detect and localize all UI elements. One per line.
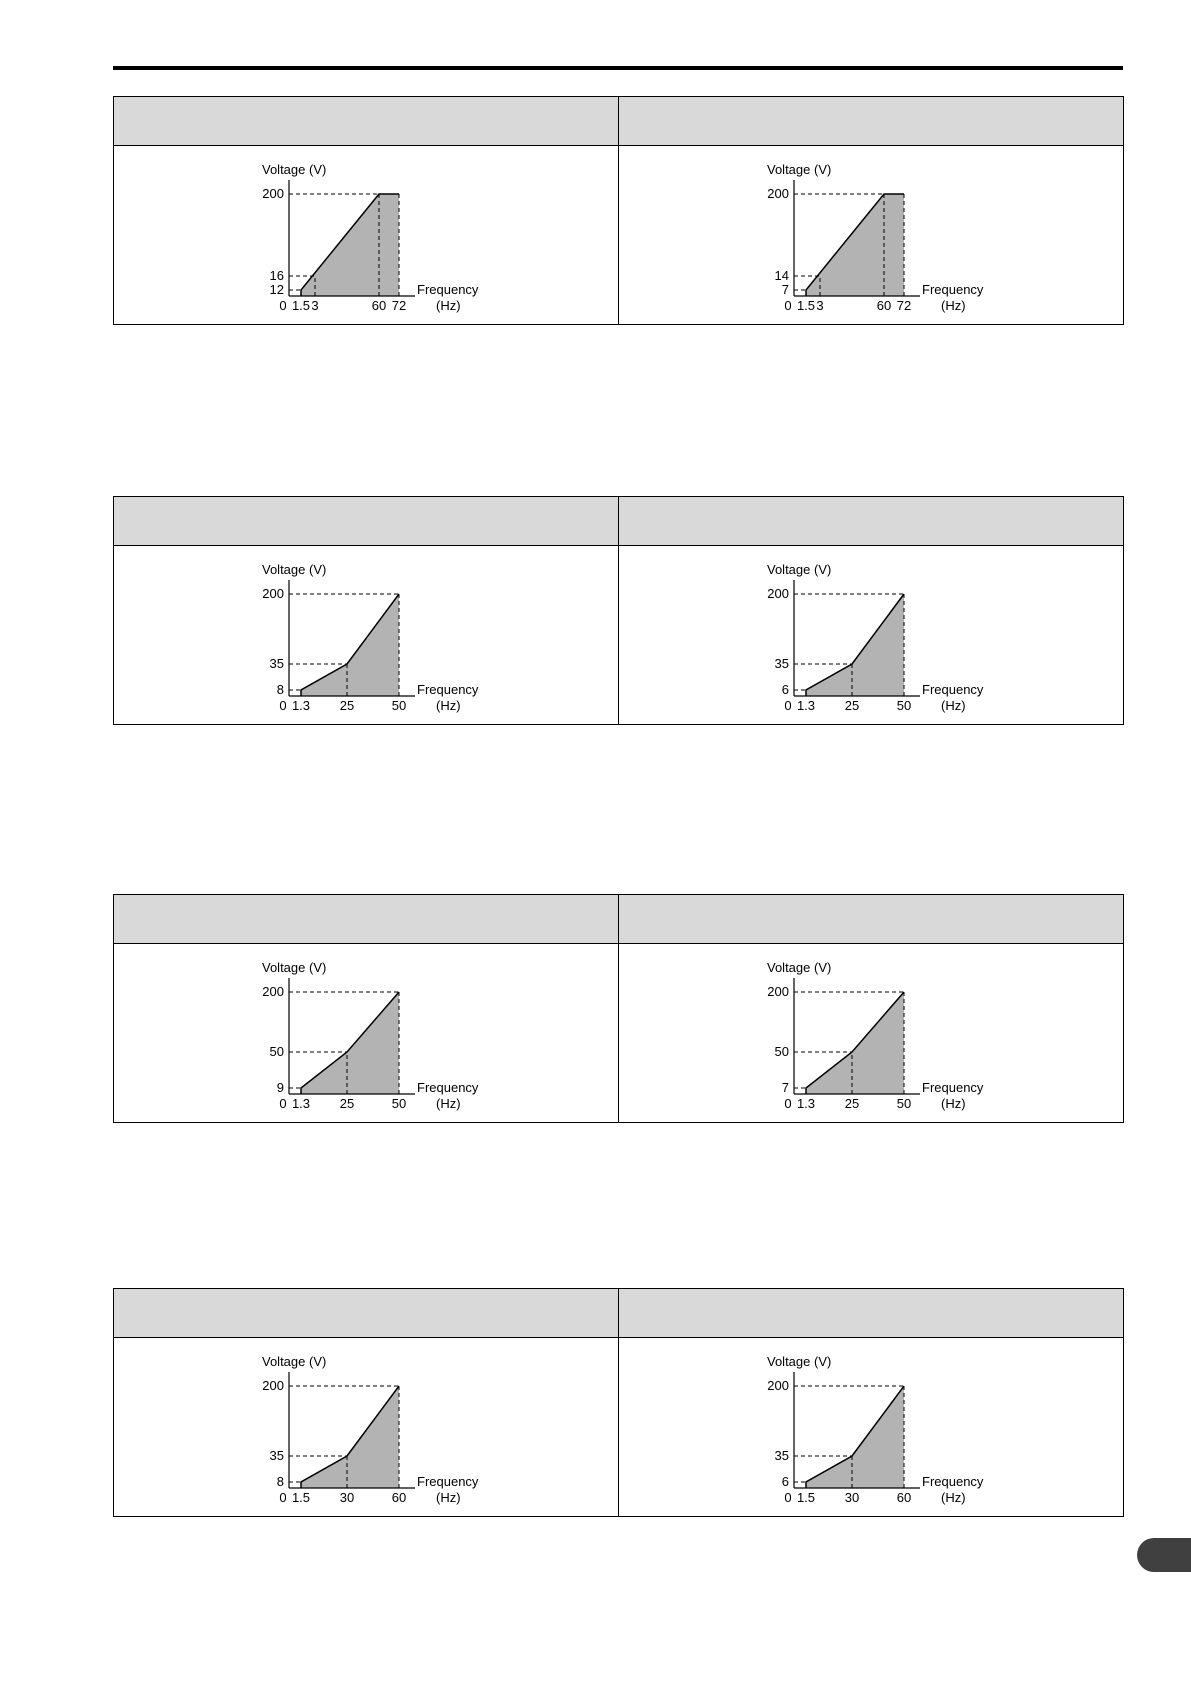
x-tick-label: 0 (279, 298, 287, 313)
vf-area (301, 1386, 399, 1488)
x-axis-unit: (Hz) (436, 1490, 461, 1505)
y-tick-label: 9 (276, 1080, 284, 1095)
vf-pattern-table-1 (113, 96, 1124, 325)
chart-cell (619, 146, 1124, 325)
y-tick-label: 16 (269, 268, 284, 283)
y-tick-label: 200 (767, 186, 789, 201)
x-axis-unit: (Hz) (941, 1490, 966, 1505)
x-tick-label: 1.3 (291, 1096, 311, 1111)
y-tick-label: 200 (262, 1378, 284, 1393)
x-tick-label: 50 (896, 1096, 912, 1111)
x-tick-label: 0 (279, 698, 287, 713)
x-tick-label: 50 (391, 1096, 407, 1111)
x-axis-label: Frequency (417, 282, 479, 297)
y-tick-label: 35 (774, 656, 789, 671)
table-header-cell (114, 497, 619, 546)
vf-chart-7 (114, 1338, 618, 1516)
vf-chart-4 (619, 546, 1123, 724)
x-axis-unit: (Hz) (941, 698, 966, 713)
x-axis-unit: (Hz) (941, 298, 966, 313)
y-tick-label: 200 (767, 586, 789, 601)
x-tick-label: 1.3 (291, 698, 311, 713)
x-axis-unit: (Hz) (436, 1096, 461, 1111)
y-axis-label: Voltage (V) (262, 960, 327, 975)
y-tick-label: 200 (262, 186, 284, 201)
top-rule (113, 66, 1123, 70)
x-tick-label: 25 (844, 698, 860, 713)
x-tick-label: 1.5 (291, 1490, 311, 1505)
vf-area (806, 1386, 904, 1488)
chart-cell (114, 546, 619, 725)
x-tick-label: 0 (279, 1096, 287, 1111)
x-tick-label: 3 (311, 298, 319, 313)
y-tick-label: 7 (781, 282, 789, 297)
table-header-cell (114, 97, 619, 146)
chart-cell (619, 546, 1124, 725)
y-axis-label: Voltage (V) (262, 562, 327, 577)
vf-chart-6 (619, 944, 1123, 1122)
table-header-cell (619, 497, 1124, 546)
y-tick-label: 12 (269, 282, 284, 297)
x-tick-label: 1.3 (796, 698, 816, 713)
chart-cell (619, 1338, 1124, 1517)
y-tick-label: 35 (269, 656, 284, 671)
y-axis-label: Voltage (V) (262, 1354, 327, 1369)
vf-pattern-table-3 (113, 894, 1124, 1123)
vf-area (806, 594, 904, 696)
vf-area (806, 194, 904, 296)
vf-pattern-table-4 (113, 1288, 1124, 1517)
section-tab (1137, 1538, 1191, 1572)
x-axis-label: Frequency (922, 1474, 984, 1489)
y-tick-label: 6 (781, 682, 789, 697)
vf-pattern-table-2 (113, 496, 1124, 725)
x-tick-label: 3 (816, 298, 824, 313)
table-header-cell (114, 895, 619, 944)
table-header-cell (619, 1289, 1124, 1338)
vf-chart-8 (619, 1338, 1123, 1516)
y-tick-label: 200 (262, 586, 284, 601)
x-tick-label: 0 (784, 1490, 792, 1505)
y-axis-label: Voltage (V) (767, 960, 832, 975)
x-tick-label: 1.3 (796, 1096, 816, 1111)
vf-area (301, 992, 399, 1094)
y-tick-label: 6 (781, 1474, 789, 1489)
vf-area (806, 992, 904, 1094)
x-tick-label: 30 (844, 1490, 860, 1505)
x-tick-label: 72 (391, 298, 407, 313)
chart-cell (114, 944, 619, 1123)
y-tick-label: 7 (781, 1080, 789, 1095)
y-tick-label: 35 (774, 1448, 789, 1463)
x-axis-label: Frequency (922, 682, 984, 697)
x-tick-label: 1.5 (291, 298, 311, 313)
vf-chart-5 (114, 944, 618, 1122)
x-axis-label: Frequency (922, 282, 984, 297)
x-axis-label: Frequency (417, 1080, 479, 1095)
vf-area (301, 194, 399, 296)
x-tick-label: 0 (784, 698, 792, 713)
y-tick-label: 200 (767, 1378, 789, 1393)
table-header-cell (619, 895, 1124, 944)
vf-area (301, 594, 399, 696)
y-axis-label: Voltage (V) (767, 162, 832, 177)
x-axis-label: Frequency (922, 1080, 984, 1095)
y-tick-label: 200 (262, 984, 284, 999)
x-axis-unit: (Hz) (436, 298, 461, 313)
y-tick-label: 8 (276, 1474, 284, 1489)
x-tick-label: 60 (896, 1490, 912, 1505)
y-tick-label: 8 (276, 682, 284, 697)
x-tick-label: 25 (844, 1096, 860, 1111)
table-header-cell (619, 97, 1124, 146)
x-tick-label: 0 (784, 298, 792, 313)
x-tick-label: 60 (391, 1490, 407, 1505)
x-axis-label: Frequency (417, 682, 479, 697)
y-axis-label: Voltage (V) (262, 162, 327, 177)
x-tick-label: 72 (896, 298, 912, 313)
y-tick-label: 200 (767, 984, 789, 999)
x-tick-label: 50 (896, 698, 912, 713)
x-axis-unit: (Hz) (941, 1096, 966, 1111)
vf-chart-1 (114, 146, 618, 324)
x-tick-label: 30 (339, 1490, 355, 1505)
x-axis-unit: (Hz) (436, 698, 461, 713)
x-tick-label: 60 (876, 298, 892, 313)
y-tick-label: 50 (774, 1044, 789, 1059)
chart-cell (619, 944, 1124, 1123)
x-tick-label: 25 (339, 698, 355, 713)
x-tick-label: 50 (391, 698, 407, 713)
x-axis-label: Frequency (417, 1474, 479, 1489)
vf-chart-3 (114, 546, 618, 724)
chart-cell (114, 1338, 619, 1517)
x-tick-label: 0 (279, 1490, 287, 1505)
y-tick-label: 35 (269, 1448, 284, 1463)
x-tick-label: 60 (371, 298, 387, 313)
table-header-cell (114, 1289, 619, 1338)
vf-chart-2 (619, 146, 1123, 324)
x-tick-label: 1.5 (796, 1490, 816, 1505)
x-tick-label: 0 (784, 1096, 792, 1111)
x-tick-label: 25 (339, 1096, 355, 1111)
y-axis-label: Voltage (V) (767, 562, 832, 577)
chart-cell (114, 146, 619, 325)
y-tick-label: 14 (774, 268, 789, 283)
x-tick-label: 1.5 (796, 298, 816, 313)
y-axis-label: Voltage (V) (767, 1354, 832, 1369)
y-tick-label: 50 (269, 1044, 284, 1059)
